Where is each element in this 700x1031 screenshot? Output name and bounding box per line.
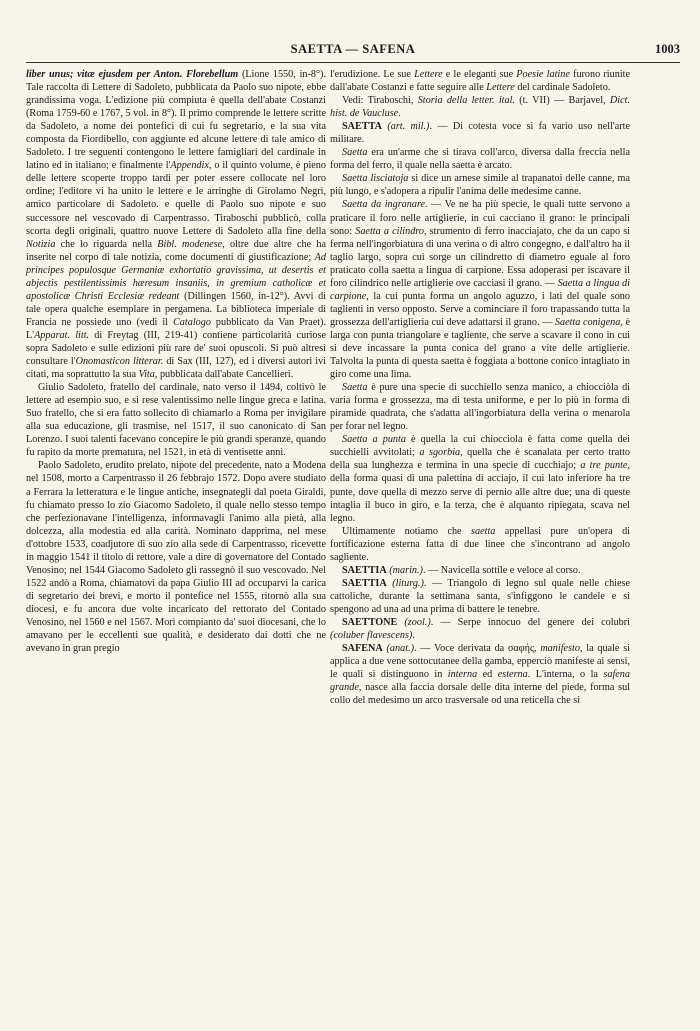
paragraph: l'erudizione. Le sue Lettere e le eleganti sue Poesie latine furono riunite dall'abate Costanzi e fatte seguire alle Lettere del cardinale Sadoleto. xyxy=(330,69,631,94)
page-number: 1003 xyxy=(655,42,680,56)
paragraph: Ultimamente notiamo che saetta appellasi pure un'opera di fortificazione esterna fatta di due linee che s'incontrano ad angolo sagliente. xyxy=(330,525,630,563)
paragraph: Saetta è pure una specie di succhiello senza manico, a chiocciòla di varia forma e grossezza, ma di testa uniforme, e per lo più in forma di piramide quadrata, che s'adatta all'ingorbiatura della verina o menarola per forar nel legno. xyxy=(330,382,630,433)
header-title: SAETTA — SAFENA xyxy=(290,42,416,56)
paragraph: liber unus; vitæ ejusdem per Anton. Florebellum (Lione 1550, in-8°). Tale raccolta di Lettere di Sadoleto, pubblicata da Paolo suo nipote, ebbe grandissima voga. L'edizione più compiuta è quella dell'abate Costanzi (Roma 1759-60 e 1767, 5 vol. in 8°). Il primo comprende le lettere scritte da Sadoleto, a nome dei pontefici di cui fu segretario, e la sua vita composta da Fiordibello, con aggiunte ed alcune lettere di tale amico di Sadoleto. I tre seguenti contengono le lettere famigliari del cardinale in latino ed in italiano; e finalmente l'Appendix, o il quinto volume, è pieno delle lettere scoperte troppo tardi per poter essere collocate nel loro ordine; l'editore vi ha unito le lettere e le arringhe di Girolamo Negri, amico particolare di Sadoleto. e quelle di Paolo suo nipote e suo successore nel vescovado di Carpentrasso. Tiraboschi pubblicò, colla scorta degli originali, quattro nuove Lettere di Sadoleto alla fine della Notizia che lo riguarda nella Bibl. modenese, oltre due altre che ha inserite nel corpo di tale notizia, come documenti di giustificazione; Ad principes populosque Germaniæ exhortatio gravissima, ut desertis et abjectis pestilentissimis hæresum insaniis, in gremium catholicæ et apostolicæ Christi Ecclesiæ redeant (Dillingen 1560, in-12°). Avvi di tale opera qualche esemplare in pergamena. La biblioteca imperiale di Francia ne possiede uno (vedi il Catalogo pubblicato da Van Praet). L'Apparat. litt. di Freytag (III, 219-41) contiene particolarità curiose sopra Sadoleto e sulle edizioni più rare de' suoi opuscoli. Si può altresì consultare l'Onomasticon litterar. di Sax (III, 127), ed i diversi autori ivi citati, ma soprattutto la sua Vita, pubblicata dall'abate Cancellieri. xyxy=(26,69,327,381)
paragraph: SAFENA (anat.). — Voce derivata da σαφής, manifesto, la quale si applica a due vene sottocutanee della gamba, epperciò manifeste ai sensi, le quali si distinguono in interna ed esterna. L'interna, o la safena grande, nasce alla faccia dorsale delle dita interne del piede, forma sul collo del medesimo un arco trasversale od una reticella che si xyxy=(330,643,630,707)
paragraph: SAETTONE (zool.). — Serpe innocuo del genere dei colubri (coluber flavescens). xyxy=(330,616,630,642)
left-column xyxy=(26,68,326,655)
paragraph: Giulio Sadoleto, fratello del cardinale, nato verso il 1494, coltivò le lettere ad esempio suo, e si rese valentissimo nelle lingue greca e latina. Suo fratello, che si era fatto sollecito di chiamarlo a Roma per invigilare alla sua educazione, gli trasmise, nel 1517, il suo canonicato di San Lorenzo. I suoi talenti facevano concepire le più grandi speranze, quando fu rapito da morte prematura, nel 1521, in età di ventisette anni. xyxy=(26,382,326,459)
paragraph: Saetta lisciatoja si dice un arnese simile al trapanatoi delle canne, ma più lungo, e s'adopera a ripulir l'anima delle medesime canne. xyxy=(330,173,630,198)
paragraph: Saetta da ingranare. — Ve ne ha più specie, le quali tutte servono a praticare il foro nelle artiglierie, in cui cacciano il grano: le principali sono: Saetta a cilindro, strumento di ferro inacciajato, che da un capo si ferma nell'ingorbiatura di una verina o di altro congegno, e dall'altro ha il taglio largo, sopra cui sorge un cilindretto di diametro eguale al foro praticato colla saetta a lingua di carpione. Essa adoperasi per iscavare il foro cilindrico nelle artiglierie ove cacciasi il grano. — Saetta a lingua di carpione, la cui punta forma un angolo aguzzo, i lati del quale sono taglienti in verso opposto. Serve a cominciare il foro trapassando tutta la grossezza dell'artiglieria cui deve adattarsi il grano. — Saetta conigena, è larga con punta triangolare e tagliente, che serve a scavare il cono in cui si deve incassare la punta conica del grano a vite delle artiglierie. Talvolta la punta di questa saetta è foggiata a bottone conico intagliato in giro come una lima. xyxy=(330,199,630,381)
paragraph: Paolo Sadoleto, erudito prelato, nipote del precedente, nato a Modena nel 1508, morto a Carpentrasso il 26 febbrajo 1572. Dopo avere studiato a Ferrara la letteratura e le lingue antiche, insegnategli dal poeta Giraldi, fu chiamato presso lo zio Giacomo Sadoleto, il quale nello stesso tempo che perfezionavane l'intelligenza, informavagli l'animo alla pietà, alla dolcezza, alla modestia ed alla carità. Nominato dapprima, nel mese d'ottobre 1533, coadjutore di suo zio alla sede di Carpentrasso, ricevette in maggio 1541 il titolo di rettore, vale a dire di governatore del Contado Venosino; nel 1544 Giacomo Sadoleto gli rassegnò il suo vescovado. Nel 1522 andò a Roma, chiamatovi da papa Giulio III ad occuparvi la carica di segretario dei brevi, e morto il pontefice nel 1555, ritornò alla sua diocesi, e fu ancora due volte incaricato del rettorato del Contado Venosino, nel 1560 e nel 1567. Morì compianto da' suoi diocesani, che lo amavano per le eccellenti sue qualità, e desiderato dai dotti che ne avevano in gran pregio xyxy=(26,460,326,655)
running-header xyxy=(26,40,680,63)
paragraph: Saetta era un'arme che si tirava coll'arco, diversa dalla freccia nella forma del ferro, il quale nella saetta è arcato. xyxy=(330,147,630,172)
paragraph: Vedi: Tiraboschi, Storia della letter. ital. (t. VII) — Barjavel, Dict. hist. de Vaucluse. xyxy=(330,95,630,120)
paragraph: SAETTIA (liturg.). — Triangolo di legno sul quale nelle chiese cattoliche, durante la settimana santa, s'infiggono le candele e si spengono ad una ad una prima di battere le tenebre. xyxy=(330,577,631,615)
paragraph: SAETTA (art. mil.). — Di cotesta voce si fa vario uso nell'arte militare. xyxy=(330,121,631,146)
right-column xyxy=(330,68,630,707)
paragraph: Saetta a punta è quella la cui chiocciola è fatta come quella dei succhielli avvitolati; a sgorbia, quella che è scanalata per certo tratto della sua lunghezza e termina in una specie di cucchiajo; a tre punte, della forma quasi di una palettina di acciajo, il cui lato inferiore ha tre punte, dove quella di mezzo serve di pernio alle altre due; una di queste intaglia il buco in giro, e la terza, che è alquanto ripiegata, scava nel legno. xyxy=(330,434,630,524)
paragraph: SAETTIA (marin.). — Navicella sottile e veloce al corso. xyxy=(342,564,581,576)
